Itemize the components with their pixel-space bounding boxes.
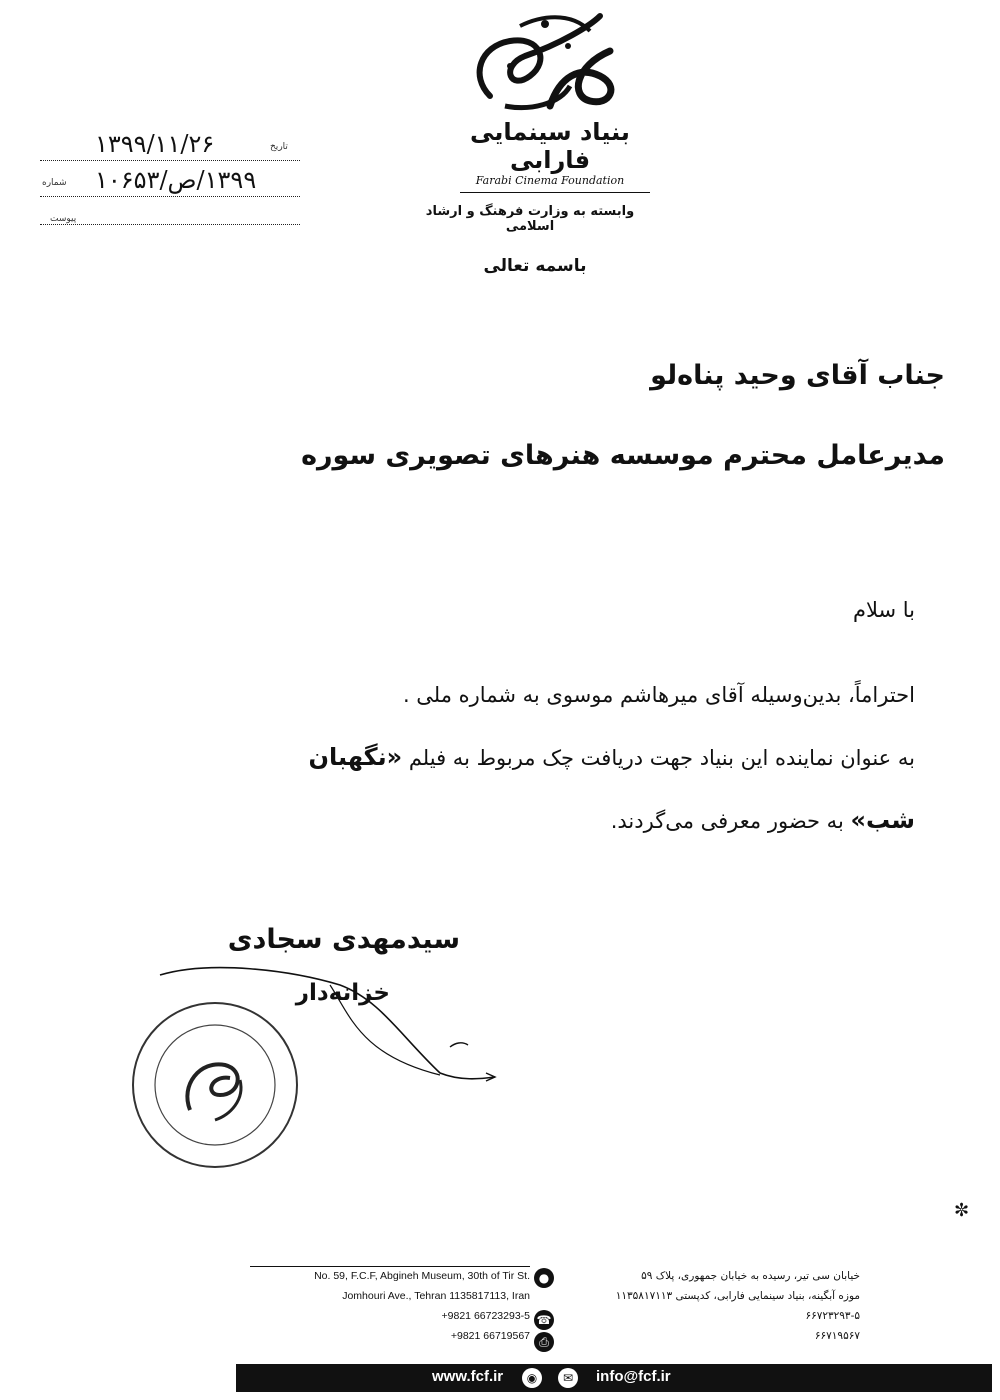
body-line-3 <box>135 789 915 852</box>
fax-en: +9821 66719567 <box>450 1330 530 1342</box>
date-label: تاریخ <box>270 142 288 152</box>
website-link[interactable]: www.fcf.ir <box>432 1368 504 1385</box>
number-row <box>40 166 300 196</box>
body-line-2-text: به عنوان نماینده این بنیاد جهت دریافت چک مربوط به فیلم <box>408 746 915 770</box>
mail-icon: ✉ <box>558 1368 578 1388</box>
corner-mark: ✼ <box>954 1200 970 1221</box>
date-underline <box>40 160 300 161</box>
bismillah: باسمه تعالی <box>483 256 587 276</box>
phone-en: +9821 66723293-5 <box>441 1310 530 1322</box>
signer-title: خزانه‌دار <box>295 980 390 1006</box>
recipient-name: جناب آقای وحید پناه‌لو <box>650 360 945 391</box>
signer-name: سیدمهدی سجادی <box>227 924 460 955</box>
logo-name-fa: بنیاد سینمایی فارابی <box>470 118 630 174</box>
globe-icon: ◉ <box>522 1368 542 1388</box>
date-row <box>40 130 300 160</box>
fax-fa: ۶۶۷۱۹۵۶۷ <box>814 1330 860 1342</box>
footer-bar <box>236 1364 992 1392</box>
logo-name-en: Farabi Cinema Foundation <box>475 174 625 187</box>
address-en-line-1: No. 59, F.C.F, Abgineh Museum, 30th of Tir St. <box>314 1270 530 1282</box>
handwritten-signature <box>150 955 510 1095</box>
address-en-line-2: Jomhouri Ave., Tehran 1135817113, Iran <box>342 1290 530 1302</box>
attachment-underline <box>40 224 300 225</box>
calligraphy-emblem-icon <box>450 6 650 116</box>
date-value: ۱۳۹۹/۱۱/۲۶ <box>95 130 215 158</box>
body-line-1: احتراماً، بدین‌وسیله آقای میرهاشم موسوی به شماره ملی . <box>402 683 915 707</box>
number-underline <box>40 196 300 197</box>
body-line-3-text: به حضور معرفی می‌گردند. <box>610 809 844 833</box>
letter-meta <box>40 130 300 240</box>
email-link[interactable]: info@fcf.ir <box>596 1368 671 1385</box>
phone-icon: ☎ <box>534 1310 554 1330</box>
logo-divider <box>460 192 650 193</box>
logo-affiliation: وابسته به وزارت فرهنگ و ارشاد اسلامی <box>425 204 635 234</box>
recipient-position: مدیرعامل محترم موسسه هنرهای تصویری سوره <box>301 440 945 471</box>
number-label: شماره <box>42 178 67 188</box>
attachment-label: پیوست <box>50 214 77 224</box>
footer-english <box>240 1266 530 1346</box>
address-fa-line-2: موزه آبگینه، بنیاد سینمایی فارابی، کدپستی ۱۱۳۵۸۱۷۱۱۳ <box>615 1290 860 1302</box>
footer-persian <box>560 1266 860 1346</box>
location-pin-icon: ● <box>534 1268 554 1288</box>
attachment-row <box>40 198 300 228</box>
fax-icon: ⎙ <box>534 1332 554 1352</box>
address-fa-line-1: خیابان سی تیر، رسیده به خیابان جمهوری، پلاک ۵۹ <box>641 1270 860 1282</box>
letter-body <box>135 664 915 852</box>
film-title-part-1: «نگهبان <box>308 743 403 771</box>
foundation-logo <box>425 6 690 236</box>
body-line-2 <box>135 726 915 789</box>
greeting: با سلام <box>852 598 915 622</box>
number-value: ۱۳۹۹/ص/۱۰۶۵۳ <box>95 166 257 194</box>
film-title-part-2: شب» <box>850 806 915 834</box>
phone-fa: ۶۶۷۲۳۲۹۳-۵ <box>805 1310 860 1322</box>
